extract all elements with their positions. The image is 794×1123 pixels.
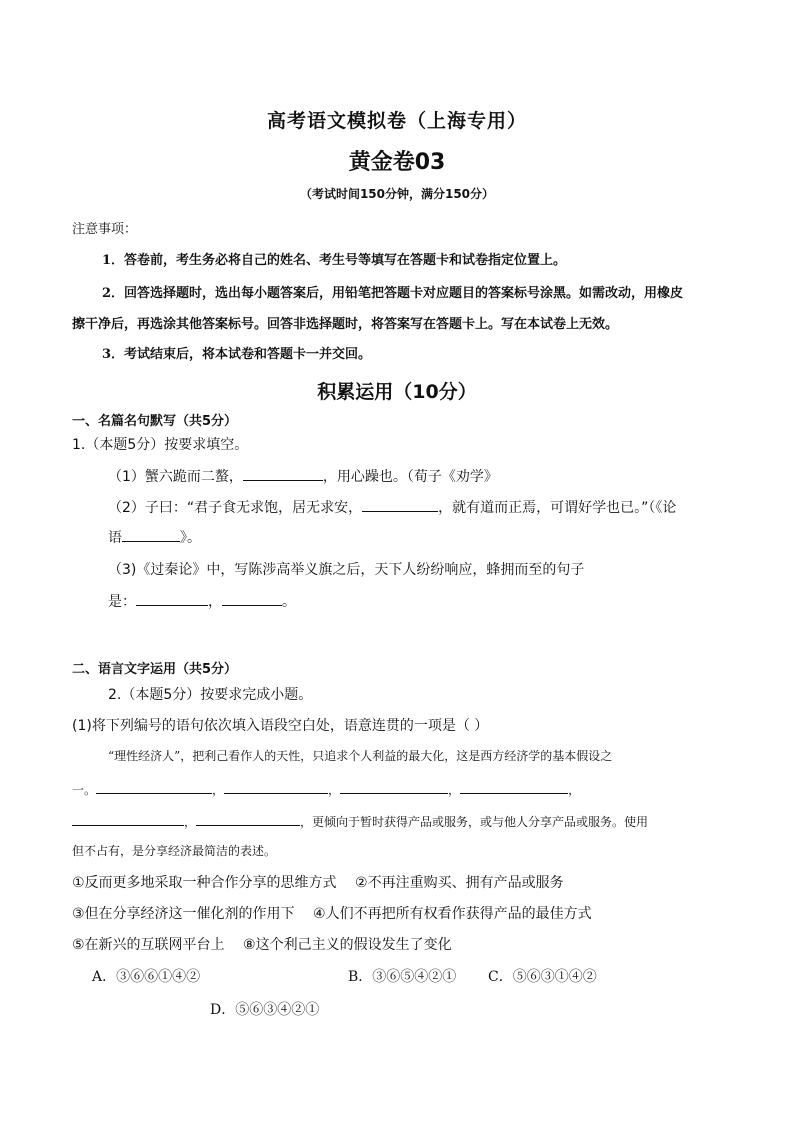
q3-text-b: 是： — [108, 594, 136, 610]
q1-line2 — [108, 497, 676, 517]
answer-blank[interactable] — [224, 779, 328, 794]
notes-heading: 注意事项： — [72, 222, 138, 237]
option-4: ④人们不再把所有权看作获得产品的最佳方式 — [313, 906, 592, 922]
option-row-2 — [72, 903, 592, 923]
comma: ， — [184, 815, 197, 829]
q1-text-a: （1）蟹六跪而二螯， — [108, 469, 243, 485]
answer-blank[interactable] — [122, 527, 180, 542]
answer-blank[interactable] — [72, 811, 184, 826]
question-1: 1.（本题5分）按要求填空。 — [72, 437, 249, 453]
passage-text-a: 一。 — [72, 783, 97, 797]
comma: ， — [568, 783, 581, 797]
note-item-2: 2．回答选择题时，选出每小题答案后，用铅笔把答题卡对应题目的答案标号涂黑。如需改动，用橡皮 — [102, 286, 684, 301]
q3-text-d: 。 — [282, 594, 296, 610]
passage-line-4: 但不占有，是分享经济最简洁的表述。 — [72, 844, 277, 858]
q1-line3 — [108, 527, 201, 547]
sub-question: (1)将下列编号的语句依次填入语段空白处，语意连贯的一项是（ ） — [72, 718, 489, 734]
q1-line5 — [108, 591, 296, 611]
part1-heading: 一、名篇名句默写（共5分） — [72, 414, 238, 429]
section-title: 积累运用（10分） — [317, 381, 477, 403]
choice-c[interactable]: C．⑤⑥③①④② — [488, 969, 597, 985]
answer-blank[interactable] — [460, 779, 568, 794]
q3-text-c: ， — [208, 594, 222, 610]
q2-text-d: 》。 — [180, 530, 201, 546]
exam-title: 高考语文模拟卷（上海专用） — [266, 110, 527, 132]
exam-subtitle: 黄金卷03 — [348, 150, 446, 175]
choice-b[interactable]: B．③⑥⑤④②① — [348, 969, 457, 985]
q1-line4: （3)《过秦论》中，写陈涉高举义旗之后，天下人纷纷响应，蜂拥而至的句子 — [108, 562, 585, 578]
q2-text-b: ，就有道而正焉，可谓好学也已。”（《论 — [438, 500, 677, 516]
answer-blank[interactable] — [136, 591, 208, 606]
option-1: ①反而更多地采取一种合作分享的思维方式 — [72, 875, 337, 891]
question-2: 2.（本题5分）按要求完成小题。 — [108, 687, 313, 703]
option-3: ③但在分享经济这一催化剂的作用下 — [72, 906, 295, 922]
q1-text-b: ，用心躁也。（荀子《劝学》 — [322, 469, 498, 485]
answer-blank[interactable] — [96, 779, 212, 794]
option-row-3 — [72, 934, 452, 954]
passage-line-1: “理性经济人”，把利己看作人的天性，只追求个人利益的最大化，这是西方经济学的基本假设之 — [108, 749, 613, 763]
comma: ， — [328, 783, 341, 797]
q1-line1 — [108, 466, 498, 486]
note-item-3: 3．考试结束后，将本试卷和答题卡一并交回。 — [102, 347, 372, 362]
note-item-1: 1．答卷前，考生务必将自己的姓名、考生号等填写在答题卡和试卷指定位置上。 — [102, 253, 567, 268]
passage-line-3 — [72, 811, 648, 830]
note-item-2-cont: 擦干净后，再选涂其他答案标号。回答非选择题时，将答案写在答题卡上。写在本试卷上无效。 — [72, 317, 619, 332]
choice-a[interactable]: A．③⑥⑥①④② — [92, 969, 201, 985]
passage-line-2 — [72, 779, 580, 798]
comma: ， — [212, 783, 225, 797]
q2-text-c: 语 — [108, 530, 122, 546]
passage-text-b: ，更倾向于暂时获得产品或服务，或与他人分享产品或服务。使用 — [300, 815, 649, 829]
answer-blank[interactable] — [340, 779, 448, 794]
comma: ， — [448, 783, 461, 797]
answer-blank[interactable] — [196, 811, 300, 826]
option-row-1 — [72, 872, 564, 892]
q2-text-a: （2）子曰：“君子食无求饱，居无求安， — [108, 500, 363, 516]
answer-blank[interactable] — [243, 466, 323, 481]
exam-info: （考试时间150分钟，满分150分） — [299, 187, 495, 201]
part2-heading: 二、语言文字运用（共5分） — [72, 662, 238, 677]
answer-blank[interactable] — [362, 497, 438, 512]
option-6: ⑧这个利己主义的假设发生了变化 — [243, 937, 452, 953]
option-5: ⑤在新兴的互联网平台上 — [72, 937, 225, 953]
option-2: ②不再注重购买、拥有产品或服务 — [355, 875, 564, 891]
choice-d[interactable]: D．⑤⑥③④②① — [210, 1002, 320, 1018]
answer-blank[interactable] — [222, 591, 282, 606]
